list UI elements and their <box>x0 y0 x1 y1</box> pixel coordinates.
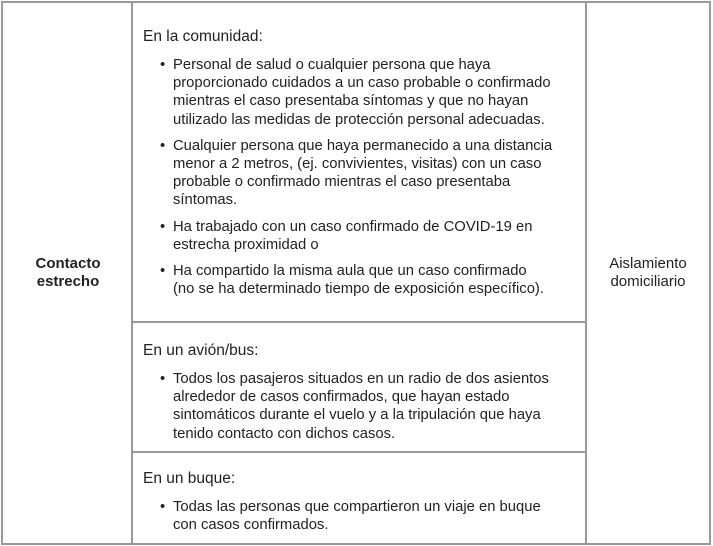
list-item: • Todos los pasajeros situados en un radio de dos asientos alrededor de casos confirmados, que hayan estado sintomáticos durante el vuelo y a la tripulación que haya tenido contacto con dichos casos. <box>143 370 585 443</box>
category-cell <box>3 3 133 543</box>
bullet-list <box>143 56 585 298</box>
section-ship <box>135 470 585 542</box>
contact-table <box>1 1 711 545</box>
list-item: • Ha trabajado con un caso confirmado de COVID-19 en estrecha proximidad o <box>143 218 585 254</box>
bullet-list <box>143 498 585 534</box>
list-item: • Personal de salud o cualquier persona que haya proporcionado cuidados a un caso probable o confirmado mientras el caso presentaba síntomas y que no hayan utilizado las medidas de protección personal adecuadas. <box>143 56 585 129</box>
action-cell <box>587 3 709 543</box>
list-item: • Todas las personas que compartieron un viaje en buque con casos confirmados. <box>143 498 585 534</box>
section-plane-bus <box>135 342 585 451</box>
list-item: • Ha compartido la misma aula que un caso confirmado (no se ha determinado tiempo de exposición específico). <box>143 262 585 298</box>
section-title: En un avión/bus: <box>143 342 259 359</box>
category-label: Contacto estrecho <box>35 255 101 290</box>
section-community <box>135 28 585 306</box>
bullet-list <box>143 370 585 443</box>
row-divider <box>133 451 585 453</box>
section-title: En un buque: <box>143 470 236 487</box>
section-title: En la comunidad: <box>143 28 263 45</box>
action-label: Aislamiento domiciliario <box>609 255 687 290</box>
row-divider <box>133 321 585 323</box>
list-item: • Cualquier persona que haya permanecido a una distancia menor a 2 metros, (ej. convivientes, visitas) con un caso probable o confirmado mientras el caso presentaba síntomas. <box>143 137 585 210</box>
